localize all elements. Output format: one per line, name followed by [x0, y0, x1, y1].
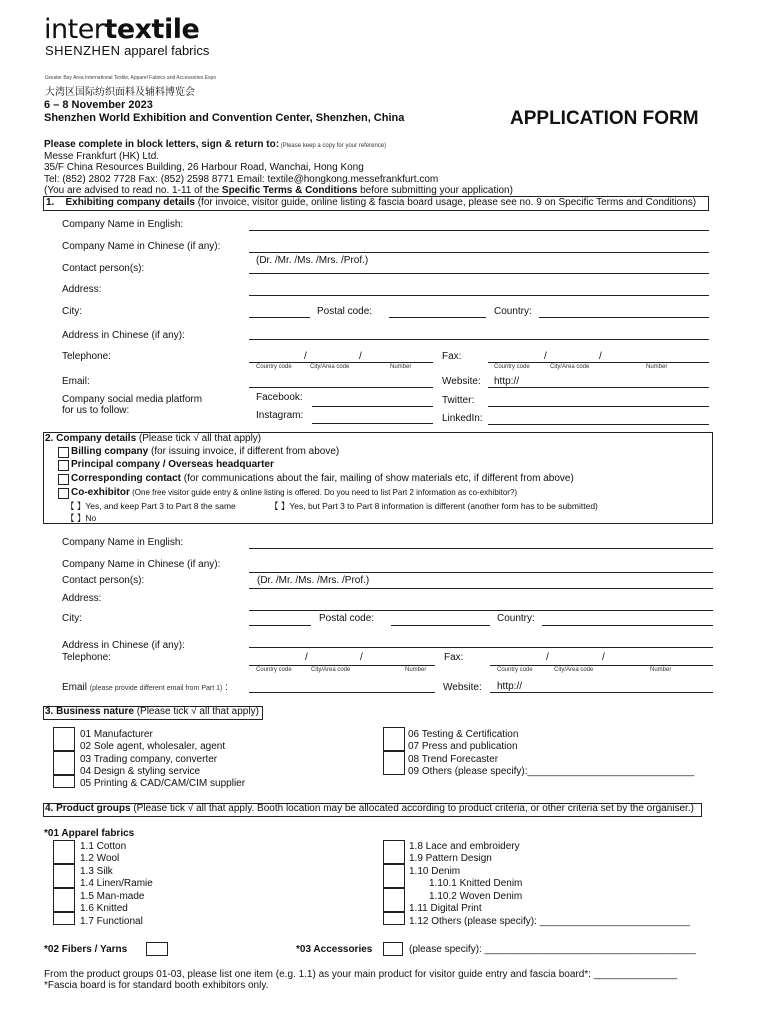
s1-address-cn-field[interactable]	[249, 339, 709, 340]
product-item: 1.12 Others (please specify): ___________________________	[409, 916, 690, 927]
s1-website-prefix: http://	[494, 376, 520, 387]
s1-address-cn-label: Address in Chinese (if any):	[62, 330, 185, 341]
s1-address-field[interactable]	[249, 295, 709, 296]
intro-company: Messe Frankfurt (HK) Ltd.	[44, 151, 160, 162]
corresponding-checkbox[interactable]	[58, 474, 69, 485]
s1-linkedin-label: LinkedIn:	[442, 413, 483, 424]
s1-company-en-label: Company Name in English:	[62, 219, 184, 230]
product-item: 1.9 Pattern Design	[409, 853, 492, 864]
s2-fax-number: Number	[650, 667, 672, 673]
s1-email-field[interactable]	[249, 387, 433, 388]
s2-website-prefix: http://	[497, 681, 523, 692]
product-item: 1.3 Silk	[80, 866, 113, 877]
principal-label: Principal company / Overseas headquarter	[71, 459, 274, 470]
fascia-board-note: *Fascia board is for standard booth exhibitors only.	[44, 980, 269, 991]
s2-address-cn-field[interactable]	[249, 647, 713, 648]
s2-salutation: (Dr. /Mr. /Ms. /Mrs. /Prof.)	[257, 575, 370, 586]
s2-fax-label: Fax:	[444, 652, 464, 663]
logo-tagline: Greater Bay Area International Textile, Apparel Fabrics and Accessories Expo	[45, 75, 217, 81]
s1-social-label-2: for us to follow:	[62, 405, 130, 416]
product-checkbox-1-10-2[interactable]	[383, 888, 405, 912]
coexhibitor-yes-same[interactable]: 【 】Yes, and keep Part 3 to Part 8 the same	[66, 501, 236, 511]
intro-instructions: Please complete in block letters, sign & return to: (Please keep a copy for your reference)	[44, 139, 387, 150]
business-item: 01 Manufacturer	[80, 729, 153, 740]
product-item: 1.10.2 Woven Denim	[429, 891, 523, 902]
s2-postal-field[interactable]	[391, 625, 490, 626]
s1-company-cn-field[interactable]	[249, 252, 709, 253]
s2-company-cn-label: Company Name in Chinese (if any):	[62, 559, 221, 570]
s1-city-label: City:	[62, 306, 82, 317]
logo-subtitle: SHENZHEN apparel fabrics	[45, 43, 210, 58]
business-item: 09 Others (please specify):______________________________	[408, 766, 695, 777]
s2-fax-city-code: City/Area code	[554, 667, 594, 673]
s2-address-label: Address:	[62, 593, 102, 604]
s1-linkedin-field[interactable]	[488, 424, 709, 425]
s1-fax-slash: /	[544, 351, 547, 362]
s2-tel-slash: /	[360, 652, 363, 663]
s2-city-field[interactable]	[249, 625, 311, 626]
coexhibitor-yes-different[interactable]: 【 】Yes, but Part 3 to Part 8 information is different (another form has to be submitted)	[270, 501, 598, 511]
intro-contact: Tel: (852) 2802 7728 Fax: (852) 2598 8771 Email: textile@hongkong.messefrankfurt.com	[44, 174, 439, 185]
s2-fax-slash: /	[602, 652, 605, 663]
s2-address-cn-label: Address in Chinese (if any):	[62, 640, 185, 651]
section1-header: 1. Exhibiting company details (for invoice, visitor guide, online listing & fascia board usage, please see no. 9 on Specific Terms and Conditions)	[46, 197, 697, 208]
business-checkbox-03[interactable]	[53, 751, 75, 775]
business-item: 06 Testing & Certification	[408, 729, 519, 740]
chinese-fair-name: 大湾区国际纺织面料及辅料博览会	[45, 87, 195, 98]
intro-address: 35/F China Resources Building, 26 Harbour Road, Wanchai, Hong Kong	[44, 162, 364, 173]
s1-email-label: Email:	[62, 376, 90, 387]
main-product-note: From the product groups 01-03, please list one item (e.g. 1.1) as your main product for visitor guide entry and fascia board*: _______________	[44, 969, 678, 980]
business-item: 03 Trading company, converter	[80, 754, 218, 765]
s1-tel-country-code: Country code	[256, 364, 292, 370]
s2-tel-slash: /	[305, 652, 308, 663]
intro-terms-note: (You are advised to read no. 1-11 of the Specific Terms & Conditions before submitting your application)	[44, 185, 513, 196]
product-item: 1.5 Man-made	[80, 891, 145, 902]
product-checkbox-1-1[interactable]	[53, 840, 75, 864]
section2-header: 2. Company details (Please tick √ all that apply)	[45, 433, 262, 444]
s2-contact-label: Contact person(s):	[62, 575, 145, 586]
s1-address-label: Address:	[62, 284, 102, 295]
s2-address-field[interactable]	[249, 610, 713, 611]
s2-company-en-field[interactable]	[249, 548, 713, 549]
fibers-yarns-label: *02 Fibers / Yarns	[44, 944, 128, 955]
s1-country-field[interactable]	[539, 317, 709, 318]
s1-fax-field[interactable]	[488, 362, 709, 363]
section4-header: 4. Product groups (Please tick √ all that apply. Booth location may be allocated according to product criteria, or other criteria set by the organiser.)	[45, 803, 694, 814]
product-item: 1.10.1 Knitted Denim	[429, 878, 523, 889]
s2-email-field[interactable]	[249, 692, 435, 693]
product-checkbox-1-8[interactable]	[383, 840, 405, 864]
corresponding-label: Corresponding contact (for communications about the fair, mailing of show materials etc, if different from above)	[71, 473, 574, 484]
s1-city-field[interactable]	[249, 317, 310, 318]
product-item: 1.1 Cotton	[80, 841, 127, 852]
s1-postal-field[interactable]	[389, 317, 486, 318]
form-title: APPLICATION FORM	[510, 108, 699, 129]
product-item: 1.10 Denim	[409, 866, 461, 877]
business-item: 04 Design & styling service	[80, 766, 201, 777]
s1-website-field[interactable]	[488, 387, 709, 388]
product-item: 1.6 Knitted	[80, 903, 128, 914]
fair-dates: 6 – 8 November 2023	[44, 99, 153, 111]
s1-instagram-label: Instagram:	[256, 410, 304, 421]
logo-wordmark: intertextile	[44, 14, 200, 45]
s1-social-label: Company social media platform	[62, 394, 203, 405]
product-checkbox-1-10[interactable]	[383, 864, 405, 888]
s1-tel-number: Number	[390, 364, 412, 370]
s2-tel-country-code: Country code	[256, 667, 292, 673]
s2-company-cn-field[interactable]	[249, 572, 713, 573]
s1-tel-slash: /	[304, 351, 307, 362]
product-item: 1.11 Digital Print	[409, 903, 482, 914]
s1-postal-label: Postal code:	[317, 306, 373, 317]
s1-facebook-label: Facebook:	[256, 392, 303, 403]
product-checkbox-1-7[interactable]	[53, 912, 75, 925]
business-checkbox-01[interactable]	[53, 727, 75, 751]
business-checkbox-06[interactable]	[383, 727, 405, 751]
s2-company-en-label: Company Name in English:	[62, 537, 184, 548]
billing-label: Billing company (for issuing invoice, if different from above)	[71, 446, 340, 457]
s2-website-label: Website:	[443, 682, 482, 693]
s2-contact-field[interactable]	[249, 588, 713, 589]
billing-checkbox[interactable]	[58, 447, 69, 458]
s2-telephone-field[interactable]	[249, 665, 435, 666]
s2-city-label: City:	[62, 613, 82, 624]
s1-instagram-field[interactable]	[312, 423, 433, 424]
business-item: 08 Trend Forecaster	[408, 754, 499, 765]
s2-fax-slash: /	[546, 652, 549, 663]
coexhibitor-label: Co-exhibitor (One free visitor guide entry & online listing is offered. Do you need to list Part 2 information as co-exhibitor?)	[71, 487, 518, 498]
s2-country-field[interactable]	[542, 625, 713, 626]
s2-tel-number: Number	[405, 667, 427, 673]
principal-checkbox[interactable]	[58, 460, 69, 471]
section3-header: 3. Business nature (Please tick √ all that apply)	[45, 706, 259, 717]
coexhibitor-no[interactable]: 【 】No	[66, 513, 97, 523]
business-item: 02 Sole agent, wholesaler, agent	[80, 741, 226, 752]
s1-fax-country-code: Country code	[494, 364, 530, 370]
product-item: 1.8 Lace and embroidery	[409, 841, 520, 852]
s1-website-label: Website:	[442, 376, 481, 387]
product-item: 1.7 Functional	[80, 916, 143, 927]
s1-company-en-field[interactable]	[249, 230, 709, 231]
business-checkbox-08[interactable]	[383, 751, 405, 775]
s1-fax-number: Number	[646, 364, 668, 370]
s1-fax-city-code: City/Area code	[550, 364, 590, 370]
fibers-yarns-checkbox[interactable]	[146, 942, 168, 956]
s1-telephone-label: Telephone:	[62, 351, 111, 362]
s1-contact-field[interactable]	[249, 273, 709, 274]
accessories-label: *03 Accessories	[296, 944, 373, 955]
s1-tel-slash: /	[359, 351, 362, 362]
accessories-specify: (please specify): ______________________________________	[409, 944, 696, 955]
business-item: 07 Press and publication	[408, 741, 518, 752]
business-checkbox-05[interactable]	[53, 775, 75, 788]
product-item: 1.4 Linen/Ramie	[80, 878, 153, 889]
s2-telephone-label: Telephone:	[62, 652, 111, 663]
s1-contact-label: Contact person(s):	[62, 263, 145, 274]
s1-telephone-field[interactable]	[249, 362, 433, 363]
accessories-checkbox[interactable]	[383, 942, 403, 956]
s2-email-label: Email (please provide different email from Part 1) :	[62, 682, 228, 693]
s1-fax-slash: /	[599, 351, 602, 362]
s1-country-label: Country:	[494, 306, 532, 317]
s2-fax-field[interactable]	[490, 665, 713, 666]
s1-salutation: (Dr. /Mr. /Ms. /Mrs. /Prof.)	[256, 255, 369, 266]
coexhibitor-checkbox[interactable]	[58, 488, 69, 499]
s1-twitter-field[interactable]	[488, 406, 709, 407]
product-checkbox-1-12[interactable]	[383, 912, 405, 925]
s1-twitter-label: Twitter:	[442, 395, 475, 406]
s2-country-label: Country:	[497, 613, 535, 624]
product-checkbox-1-5[interactable]	[53, 888, 75, 912]
s2-website-field[interactable]	[490, 692, 713, 693]
business-item: 05 Printing & CAD/CAM/CIM supplier	[80, 778, 246, 789]
s1-tel-city-code: City/Area code	[310, 364, 350, 370]
product-item: 1.2 Wool	[80, 853, 120, 864]
s1-facebook-field[interactable]	[312, 406, 433, 407]
product-checkbox-1-3[interactable]	[53, 864, 75, 888]
s1-fax-label: Fax:	[442, 351, 462, 362]
apparel-fabrics-heading: *01 Apparel fabrics	[44, 828, 135, 839]
s2-postal-label: Postal code:	[319, 613, 375, 624]
s2-fax-country-code: Country code	[497, 667, 533, 673]
fair-venue: Shenzhen World Exhibition and Convention Center, Shenzhen, China	[44, 112, 405, 124]
s2-tel-city-code: City/Area code	[311, 667, 351, 673]
s1-company-cn-label: Company Name in Chinese (if any):	[62, 241, 221, 252]
